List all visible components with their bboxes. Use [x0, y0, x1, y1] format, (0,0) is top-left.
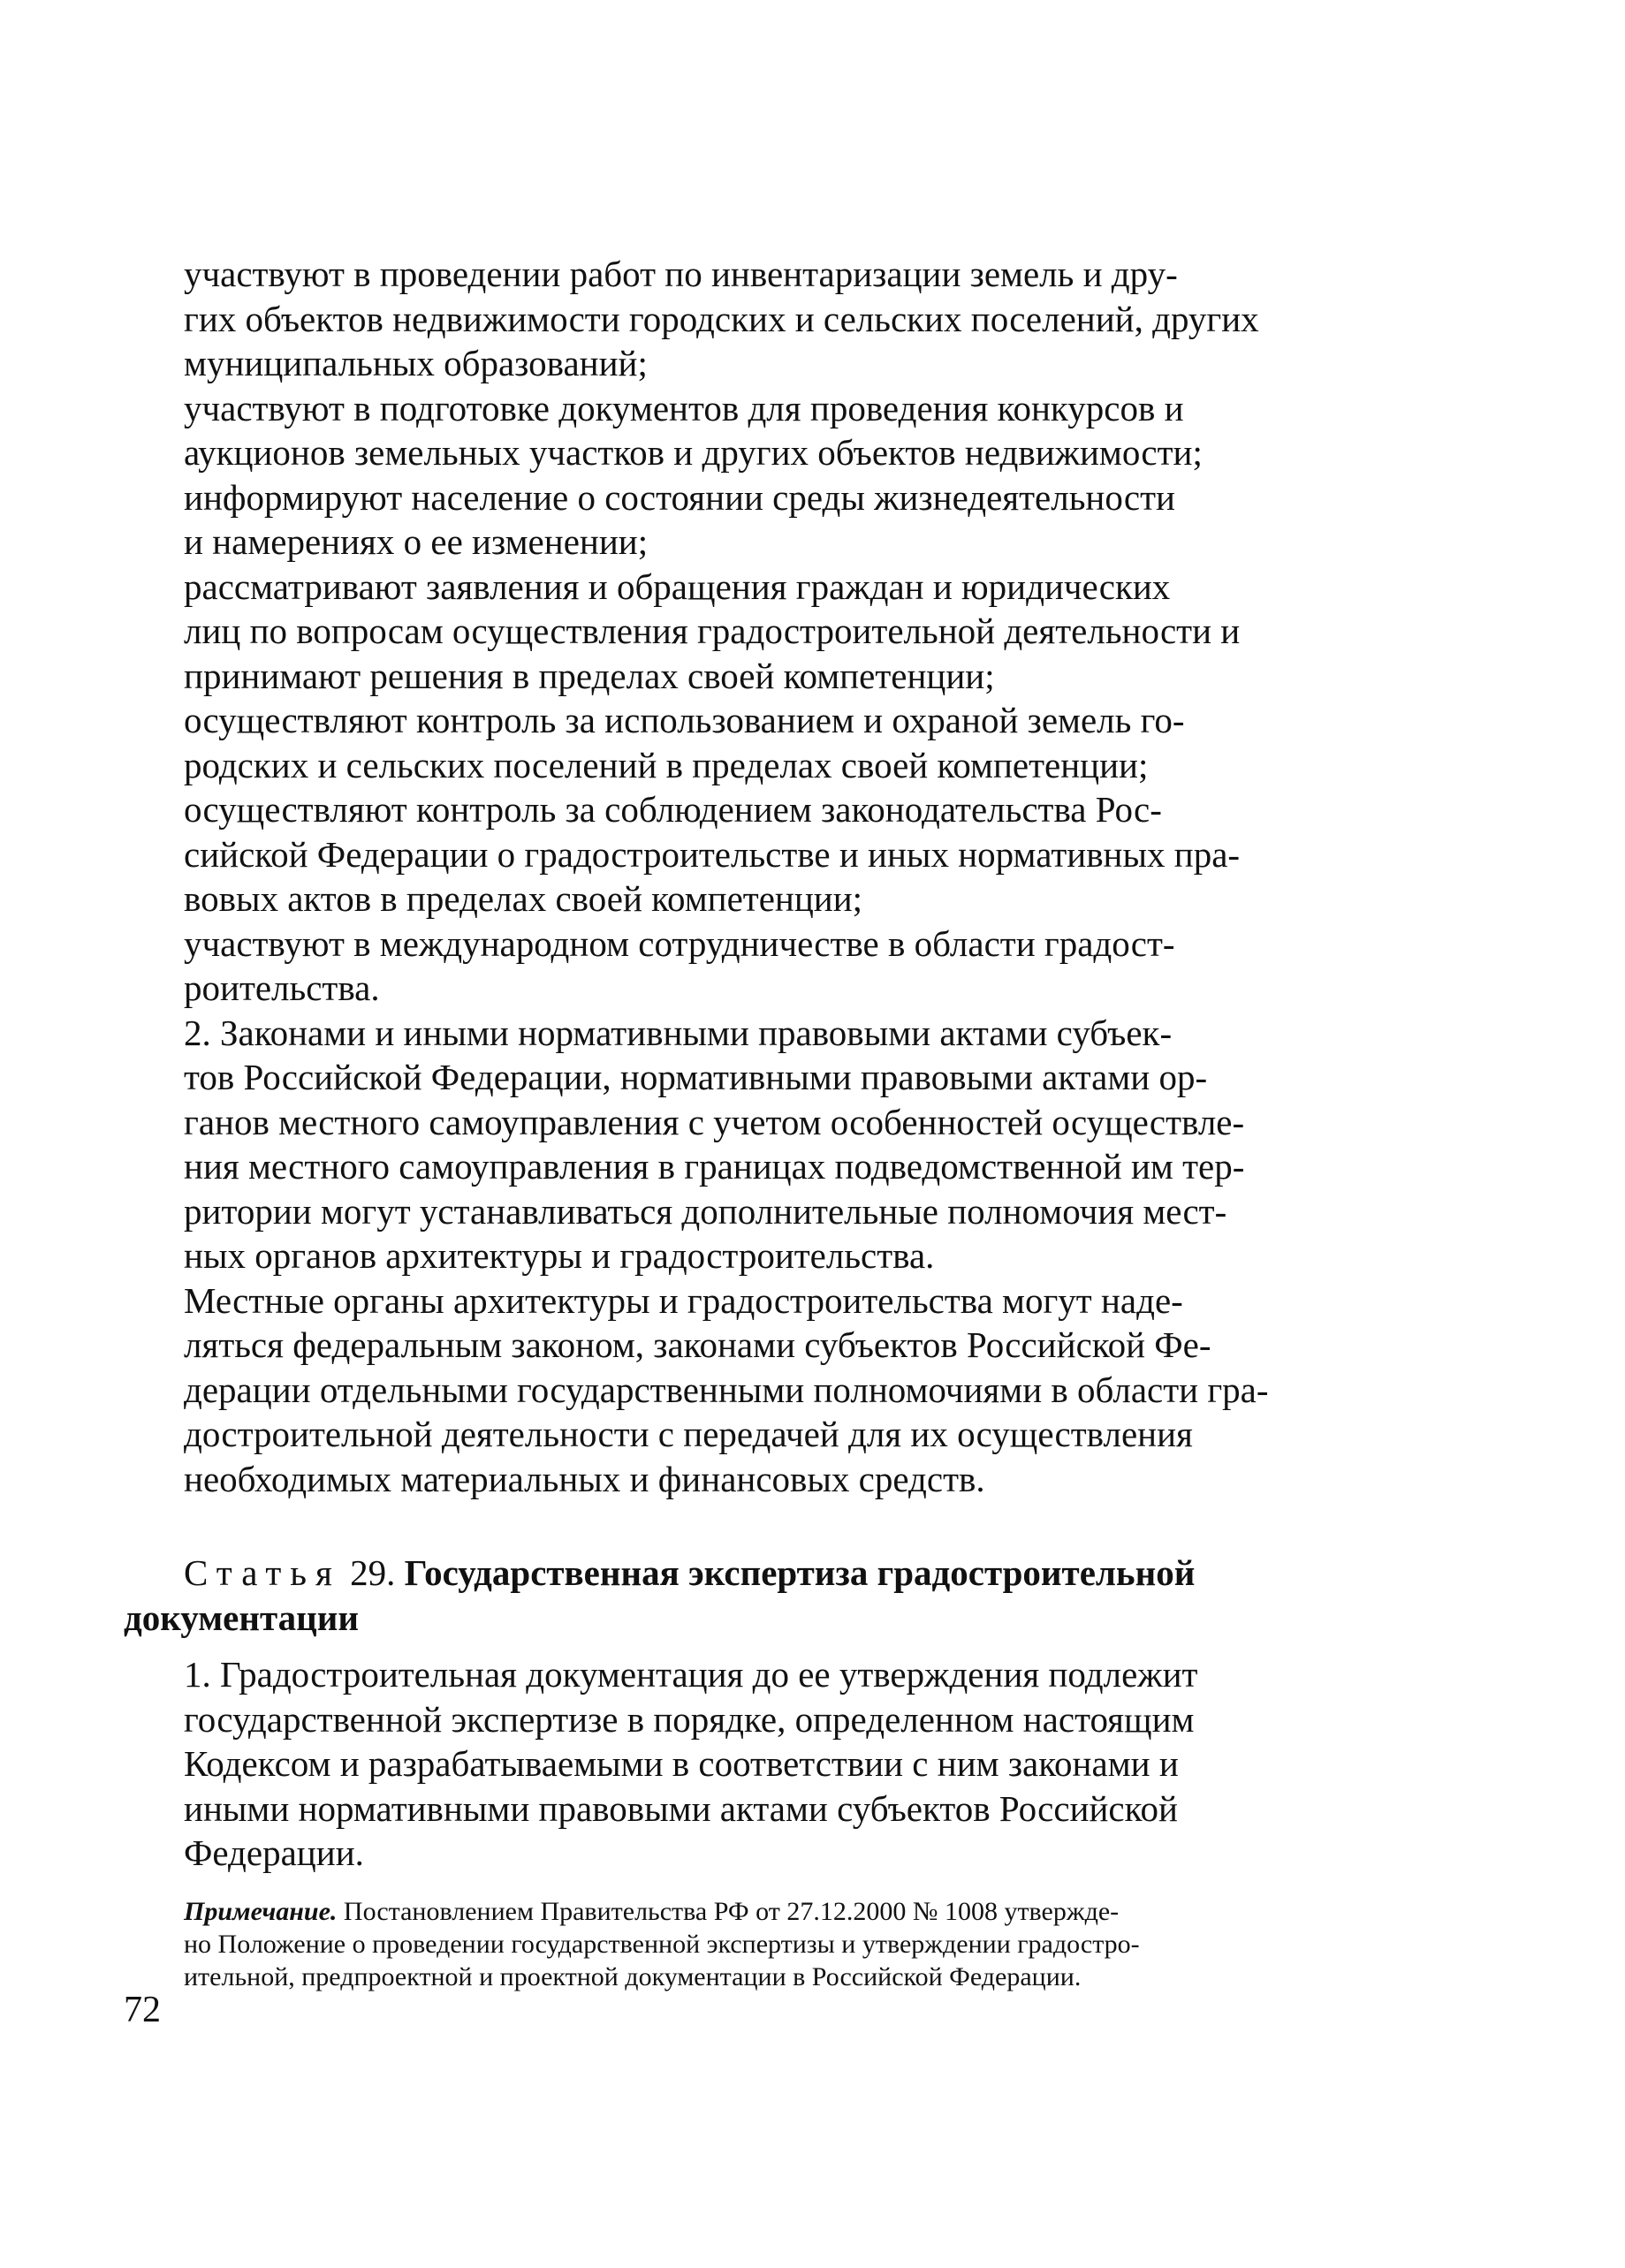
text-line: роительства.: [184, 967, 380, 1008]
text-line: ных органов архитектуры и градостроительства.: [184, 1235, 935, 1276]
note-label: Примечание.: [184, 1896, 338, 1926]
footnote: [124, 1895, 1330, 1993]
list-paragraph-5: [124, 698, 1330, 787]
text-line: иными нормативными правовыми актами субъектов Российской: [184, 1787, 1178, 1829]
article-title-continuation: документации: [124, 1597, 359, 1638]
text-line: информируют население о состоянии среды жизнедеятельности: [184, 476, 1175, 518]
text-line: гих объектов недвижимости городских и сельских поселений, других: [184, 298, 1259, 339]
text-line: рассматривают заявления и обращения граждан и юридических: [184, 565, 1171, 607]
text-line: дерации отдельными государственными полномочиями в области гра-: [184, 1369, 1269, 1410]
text-line: Федерации.: [184, 1832, 364, 1873]
article-title: Государственная экспертиза градостроительной: [404, 1552, 1196, 1593]
text-line: и намерениях о ее изменении;: [184, 521, 649, 562]
note-text: Постановлением Правительства РФ от 27.12.2000 № 1008 утвержде-: [343, 1896, 1120, 1926]
text-line: участвуют в международном сотрудничестве в области градост-: [184, 922, 1175, 964]
text-line: ляться федеральным законом, законами субъектов Российской Фе-: [184, 1324, 1211, 1365]
note-line: ительной, предпроектной и проектной документации в Российской Федерации.: [184, 1961, 1082, 1991]
text-line: ния местного самоуправления в границах подведомственной им тер-: [184, 1146, 1245, 1187]
article-heading-line: [124, 1551, 1330, 1596]
text-line: Кодексом и разрабатываемыми в соответствии с ним законами и: [184, 1743, 1179, 1784]
text-line: тов Российской Федерации, нормативными правовыми актами ор-: [184, 1057, 1208, 1097]
article-label: Статья: [184, 1552, 341, 1593]
text-line: лиц по вопросам осуществления градостроительной деятельности и: [184, 611, 1241, 651]
text-line: участвуют в проведении работ по инвентаризации земель и дру-: [184, 254, 1178, 294]
text-line: родских и сельских поселений в пределах своей компетенции;: [184, 744, 1149, 785]
text-line: государственной экспертизе в порядке, определенном настоящим: [184, 1698, 1195, 1740]
text-line: сийской Федерации о градостроительстве и иных нормативных пра-: [184, 833, 1241, 875]
text-line: вовых актов в пределах своей компетенции;: [184, 878, 863, 919]
text-line: ритории могут устанавливаться дополнительные полномочия мест-: [184, 1190, 1227, 1232]
body-paragraph: [124, 1278, 1330, 1502]
numbered-paragraph-2: [124, 1011, 1330, 1278]
text-line: Местные органы архитектуры и градостроительства могут наде-: [184, 1279, 1183, 1321]
text-line: аукционов земельных участков и других объектов недвижимости;: [184, 432, 1203, 473]
text-line: достроительной деятельности с передачей для их осуществления: [184, 1414, 1193, 1454]
list-paragraph-2: [124, 386, 1330, 475]
text-line: муниципальных образований;: [184, 343, 648, 383]
page-content: [124, 252, 1330, 1993]
list-paragraph-1: [124, 252, 1330, 386]
text-line: необходимых материальных и финансовых средств.: [184, 1458, 985, 1499]
note-line: но Положение о проведении государственной экспертизы и утверждении градостро-: [184, 1929, 1140, 1959]
article-number: 29.: [350, 1552, 396, 1593]
list-paragraph-3: [124, 475, 1330, 565]
article-heading: [124, 1551, 1330, 1640]
text-line: принимают решения в пределах своей компетенции;: [184, 655, 995, 696]
list-paragraph-4: [124, 565, 1330, 699]
text-line: осуществляют контроль за использованием и охраной земель го-: [184, 700, 1185, 740]
article-paragraph-1: [124, 1652, 1330, 1876]
note-line: [124, 1895, 1330, 1928]
text-line: ганов местного самоуправления с учетом особенностей осуществле-: [184, 1101, 1245, 1142]
text-line: 2. Законами и иными нормативными правовыми актами субъек-: [184, 1012, 1173, 1053]
text-line: осуществляют контроль за соблюдением законодательства Рос-: [184, 789, 1162, 830]
list-paragraph-7: [124, 922, 1330, 1011]
page-number: 72: [124, 1990, 161, 2030]
text-line: участвуют в подготовке документов для проведения конкурсов и: [184, 387, 1184, 429]
list-paragraph-6: [124, 787, 1330, 922]
text-line: 1. Градостроительная документация до ее утверждения подлежит: [184, 1654, 1198, 1695]
